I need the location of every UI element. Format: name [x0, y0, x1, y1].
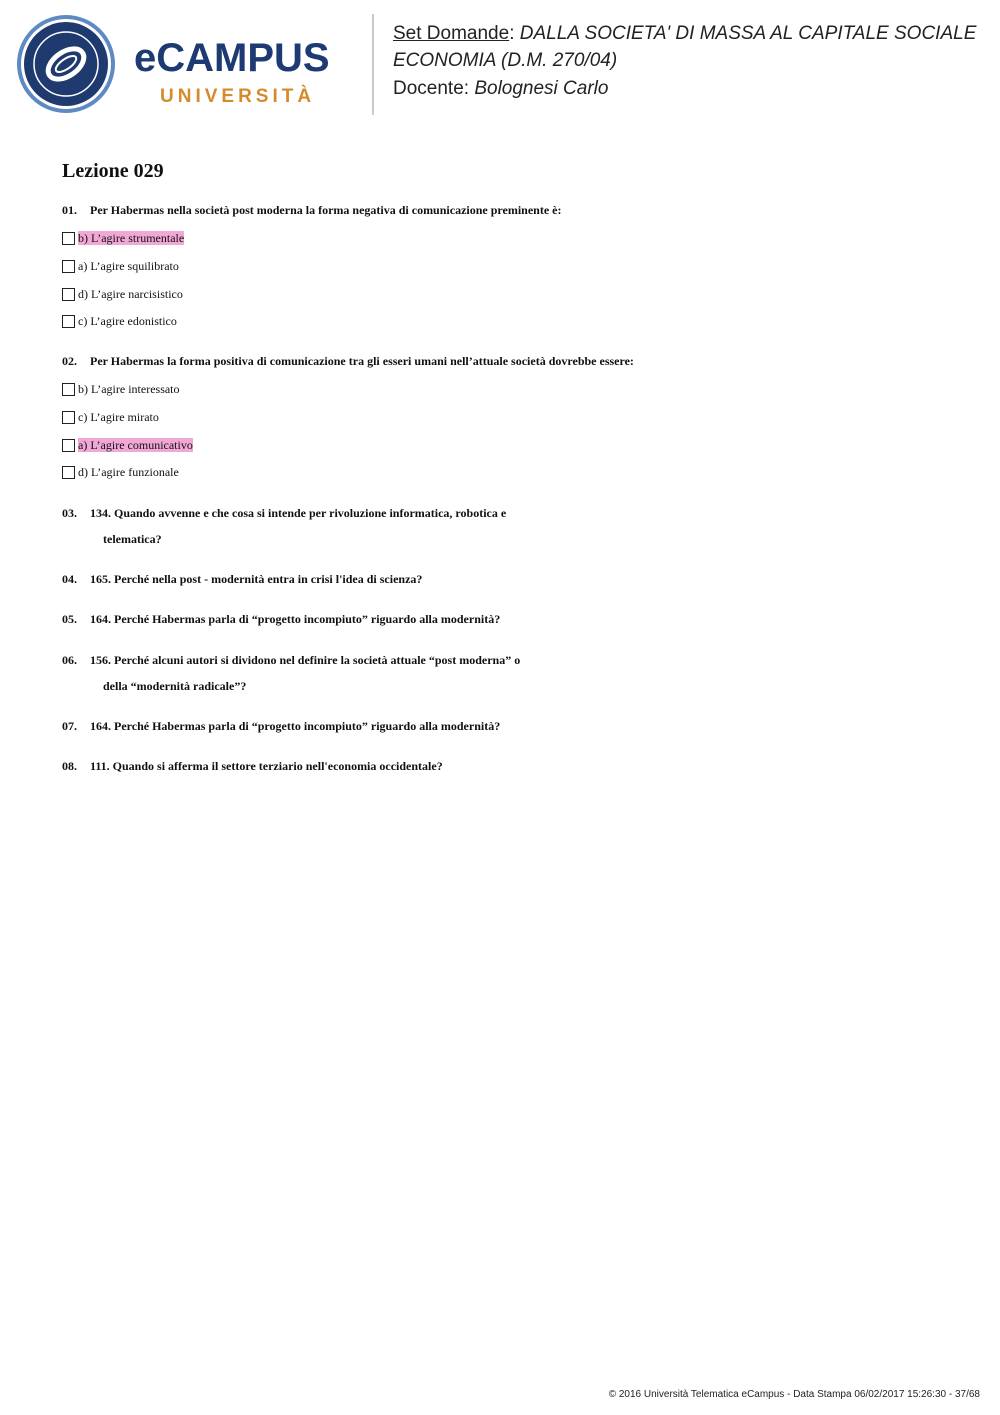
question-02: [62, 354, 634, 369]
set-title-line: Set Domande: DALLA SOCIETA' DI MASSA AL CAPITALE SOCIALE: [393, 23, 977, 44]
question-03: [62, 506, 506, 521]
header-divider: [372, 14, 374, 115]
question-text-continued: telematica?: [103, 532, 162, 546]
answer-text: a) L’agire comunicativo: [78, 438, 193, 452]
question-05: [62, 612, 500, 627]
question-text: 164. Perché Habermas parla di “progetto incompiuto” riguardo alla modernità?: [90, 719, 501, 733]
question-number: 02.: [62, 354, 77, 368]
checkbox[interactable]: [62, 232, 75, 245]
question-number: 08.: [62, 759, 77, 773]
question-number: 04.: [62, 572, 77, 586]
question-08: [62, 759, 443, 774]
answer-option[interactable]: [62, 409, 159, 425]
answer-text: b) L’agire strumentale: [78, 231, 185, 245]
set-label: Set Domande: [393, 23, 510, 44]
checkbox[interactable]: [62, 439, 75, 452]
answer-option[interactable]: [62, 464, 179, 480]
answer-option[interactable]: [62, 286, 183, 302]
ecampus-wordmark: eCAMPUS: [134, 36, 330, 80]
question-number: 01.: [62, 203, 77, 217]
question-text: 165. Perché nella post - modernità entra in crisi l'idea di scienza?: [90, 572, 423, 586]
question-01: [62, 203, 562, 218]
checkbox[interactable]: [62, 411, 75, 424]
teacher-label: Docente:: [393, 78, 470, 99]
ecampus-seal-logo: [16, 14, 116, 114]
checkbox[interactable]: [62, 288, 75, 301]
question-number: 06.: [62, 653, 77, 667]
course-name: ECONOMIA (D.M. 270/04): [393, 50, 618, 71]
question-text: Per Habermas nella società post moderna la forma negativa di comunicazione preminente è:: [90, 203, 562, 217]
answer-text: a) L’agire squilibrato: [78, 259, 179, 273]
answer-option[interactable]: [62, 230, 184, 246]
checkbox[interactable]: [62, 315, 75, 328]
question-06: [62, 653, 520, 668]
set-title: DALLA SOCIETA' DI MASSA AL CAPITALE SOCIALE: [519, 23, 977, 44]
question-04: [62, 572, 422, 587]
answer-option[interactable]: [62, 258, 179, 274]
question-number: 07.: [62, 719, 77, 733]
answer-text: c) L’agire mirato: [78, 410, 159, 424]
question-text: 164. Perché Habermas parla di “progetto incompiuto” riguardo alla modernità?: [90, 612, 501, 626]
answer-option[interactable]: [62, 313, 177, 329]
question-text: 111. Quando si afferma il settore terziario nell'economia occidentale?: [90, 759, 443, 773]
checkbox[interactable]: [62, 466, 75, 479]
question-text-continued: della “modernità radicale”?: [103, 679, 247, 693]
answer-text: d) L’agire funzionale: [78, 465, 179, 479]
question-text: 156. Perché alcuni autori si dividono nel definire la società attuale “post moderna” o: [90, 653, 521, 667]
answer-text: b) L’agire interessato: [78, 382, 180, 396]
question-07: [62, 719, 500, 734]
question-number: 03.: [62, 506, 77, 520]
answer-option[interactable]: [62, 381, 180, 397]
teacher-name: Bolognesi Carlo: [474, 78, 609, 99]
question-number: 05.: [62, 612, 77, 626]
checkbox[interactable]: [62, 260, 75, 273]
lesson-title: Lezione 029: [62, 160, 164, 182]
question-text: Per Habermas la forma positiva di comunicazione tra gli esseri umani nell’attuale società dovrebbe essere:: [90, 354, 634, 368]
answer-option[interactable]: [62, 437, 193, 453]
checkbox[interactable]: [62, 383, 75, 396]
question-text: 134. Quando avvenne e che cosa si intende per rivoluzione informatica, robotica e: [90, 506, 507, 520]
ecampus-subtitle: UNIVERSITÀ: [160, 86, 316, 107]
teacher-line: [393, 76, 608, 102]
answer-text: c) L’agire edonistico: [78, 314, 177, 328]
page-footer: © 2016 Università Telematica eCampus - Data Stampa 06/02/2017 15:26:30 - 37/68: [608, 1389, 980, 1400]
answer-text: d) L’agire narcisistico: [78, 287, 183, 301]
